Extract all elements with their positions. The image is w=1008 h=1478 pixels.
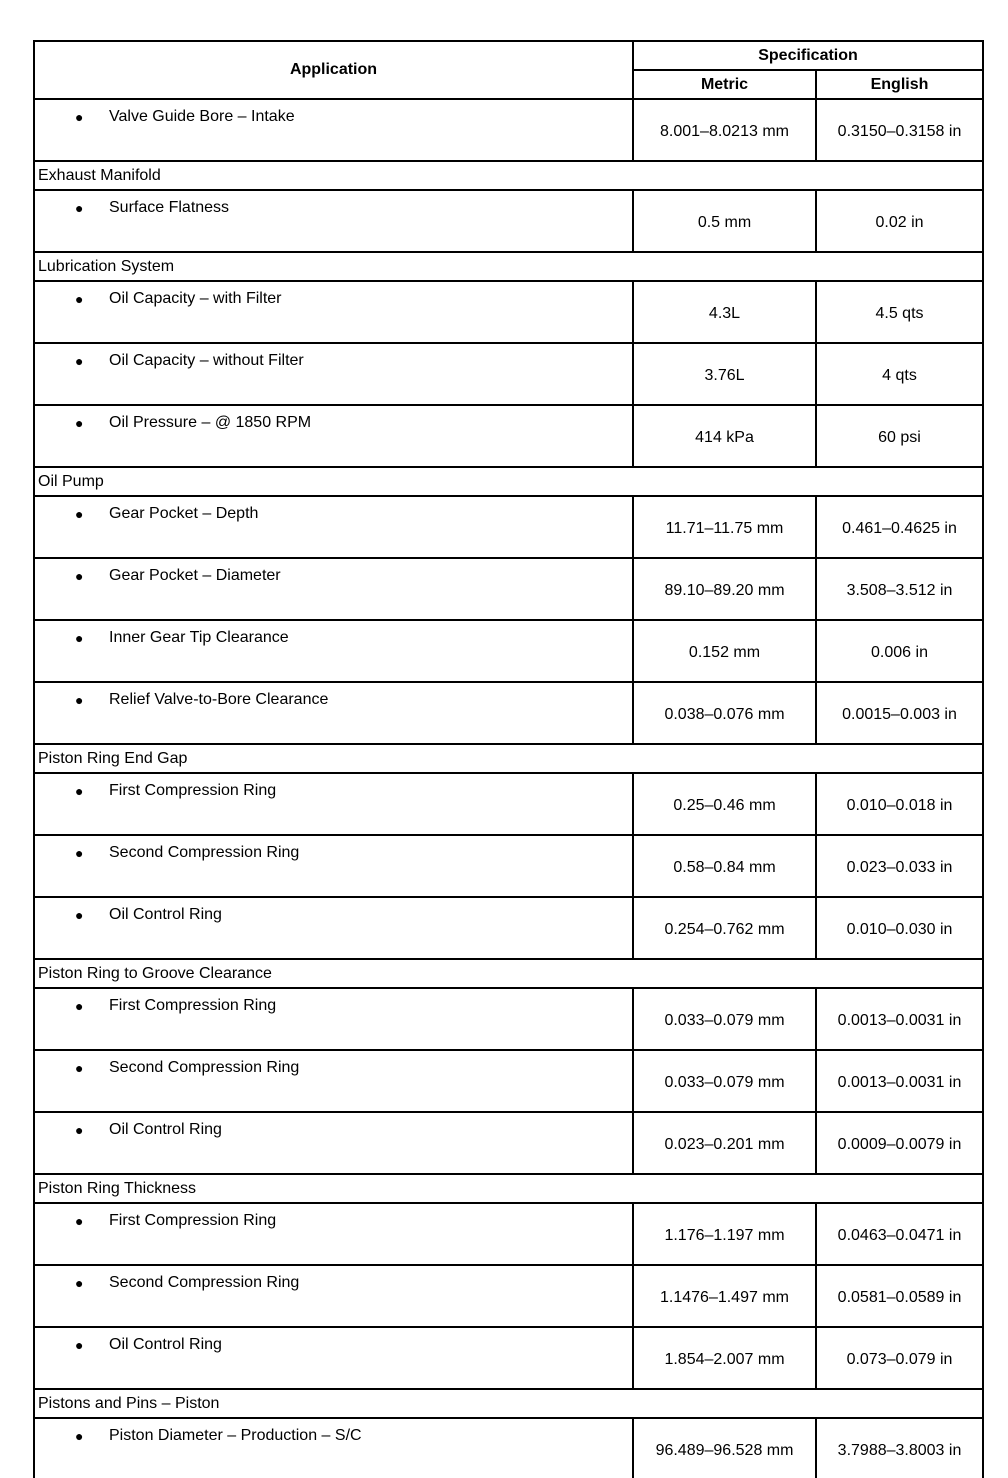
application-label: Oil Pressure – @ 1850 RPM — [109, 414, 312, 431]
application-label: Gear Pocket – Diameter — [109, 567, 281, 584]
bullet-icon: ● — [75, 1428, 84, 1444]
bullet-icon: ● — [75, 291, 84, 307]
table-row — [34, 496, 983, 558]
bullet-icon: ● — [75, 1213, 84, 1229]
table-row — [34, 1050, 983, 1112]
application-column-header: Application — [34, 41, 633, 99]
application-cell — [34, 1203, 633, 1265]
english-value: 0.3150–0.3158 in — [816, 99, 983, 161]
metric-value: 0.033–0.079 mm — [633, 1050, 816, 1112]
english-value: 0.023–0.033 in — [816, 835, 983, 897]
table-row — [34, 281, 983, 343]
bullet-icon: ● — [75, 568, 84, 584]
table-row — [34, 773, 983, 835]
metric-value: 1.1476–1.497 mm — [633, 1265, 816, 1327]
category-label: Piston Ring Thickness — [34, 1174, 983, 1203]
metric-value: 0.5 mm — [633, 190, 816, 252]
metric-value: 8.001–8.0213 mm — [633, 99, 816, 161]
application-label: Oil Control Ring — [109, 906, 222, 923]
metric-column-header: Metric — [633, 70, 816, 99]
application-cell — [34, 1327, 633, 1389]
english-value: 60 psi — [816, 405, 983, 467]
table-row — [34, 190, 983, 252]
table-row — [34, 682, 983, 744]
bullet-icon: ● — [75, 415, 84, 431]
table-row — [34, 1203, 983, 1265]
metric-value: 0.254–0.762 mm — [633, 897, 816, 959]
application-label: Oil Control Ring — [109, 1121, 222, 1138]
category-row — [34, 161, 983, 190]
application-label: Oil Control Ring — [109, 1336, 222, 1353]
application-label: Inner Gear Tip Clearance — [109, 629, 289, 646]
category-row — [34, 467, 983, 496]
application-label: Gear Pocket – Depth — [109, 505, 259, 522]
table-header — [34, 41, 983, 99]
application-label: Relief Valve-to-Bore Clearance — [109, 691, 329, 708]
application-cell — [34, 558, 633, 620]
english-value: 0.0013–0.0031 in — [816, 1050, 983, 1112]
metric-value: 1.854–2.007 mm — [633, 1327, 816, 1389]
application-cell — [34, 281, 633, 343]
specification-column-header: Specification — [633, 41, 983, 70]
english-column-header: English — [816, 70, 983, 99]
table-row — [34, 897, 983, 959]
bullet-icon: ● — [75, 1337, 84, 1353]
bullet-icon: ● — [75, 783, 84, 799]
table-row — [34, 405, 983, 467]
english-value: 0.073–0.079 in — [816, 1327, 983, 1389]
application-label: Piston Diameter – Production – S/C — [109, 1427, 362, 1444]
english-value: 3.508–3.512 in — [816, 558, 983, 620]
application-label: First Compression Ring — [109, 1212, 277, 1229]
metric-value: 3.76L — [633, 343, 816, 405]
bullet-icon: ● — [75, 998, 84, 1014]
bullet-icon: ● — [75, 845, 84, 861]
metric-value: 0.58–0.84 mm — [633, 835, 816, 897]
bullet-icon: ● — [75, 109, 84, 125]
english-value: 0.0009–0.0079 in — [816, 1112, 983, 1174]
metric-value: 89.10–89.20 mm — [633, 558, 816, 620]
metric-value: 0.023–0.201 mm — [633, 1112, 816, 1174]
bullet-icon: ● — [75, 506, 84, 522]
category-label: Lubrication System — [34, 252, 983, 281]
metric-value: 414 kPa — [633, 405, 816, 467]
application-cell — [34, 1050, 633, 1112]
category-label: Pistons and Pins – Piston — [34, 1389, 983, 1418]
category-label: Exhaust Manifold — [34, 161, 983, 190]
application-cell — [34, 190, 633, 252]
category-row — [34, 1174, 983, 1203]
table-row — [34, 99, 983, 161]
category-row — [34, 1389, 983, 1418]
category-label: Piston Ring End Gap — [34, 744, 983, 773]
english-value: 0.02 in — [816, 190, 983, 252]
english-value: 0.006 in — [816, 620, 983, 682]
bullet-icon: ● — [75, 353, 84, 369]
application-label: Second Compression Ring — [109, 1059, 300, 1076]
application-label: Second Compression Ring — [109, 1274, 300, 1291]
header-row-top — [34, 41, 983, 70]
metric-value: 0.038–0.076 mm — [633, 682, 816, 744]
table-row — [34, 835, 983, 897]
bullet-icon: ● — [75, 630, 84, 646]
application-cell — [34, 682, 633, 744]
english-value: 0.0463–0.0471 in — [816, 1203, 983, 1265]
table-row — [34, 1418, 983, 1478]
table-body — [34, 99, 983, 1478]
application-label: First Compression Ring — [109, 997, 277, 1014]
english-value: 4 qts — [816, 343, 983, 405]
metric-value: 11.71–11.75 mm — [633, 496, 816, 558]
category-label: Piston Ring to Groove Clearance — [34, 959, 983, 988]
english-value: 0.461–0.4625 in — [816, 496, 983, 558]
category-row — [34, 744, 983, 773]
application-label: Oil Capacity – without Filter — [109, 352, 304, 369]
application-cell — [34, 1265, 633, 1327]
application-cell — [34, 988, 633, 1050]
application-cell — [34, 496, 633, 558]
metric-value: 1.176–1.197 mm — [633, 1203, 816, 1265]
application-label: First Compression Ring — [109, 782, 277, 799]
application-label: Surface Flatness — [109, 199, 230, 216]
bullet-icon: ● — [75, 200, 84, 216]
table-row — [34, 988, 983, 1050]
application-label: Oil Capacity – with Filter — [109, 290, 282, 307]
specification-table — [33, 40, 984, 1478]
metric-value: 0.25–0.46 mm — [633, 773, 816, 835]
application-cell — [34, 773, 633, 835]
application-cell — [34, 343, 633, 405]
application-cell — [34, 1418, 633, 1478]
bullet-icon: ● — [75, 1122, 84, 1138]
category-label: Oil Pump — [34, 467, 983, 496]
table-row — [34, 1327, 983, 1389]
application-cell — [34, 1112, 633, 1174]
english-value: 3.7988–3.8003 in — [816, 1418, 983, 1478]
english-value: 4.5 qts — [816, 281, 983, 343]
application-cell — [34, 620, 633, 682]
category-row — [34, 252, 983, 281]
table-row — [34, 1265, 983, 1327]
bullet-icon: ● — [75, 1060, 84, 1076]
table-row — [34, 558, 983, 620]
application-cell — [34, 405, 633, 467]
metric-value: 0.152 mm — [633, 620, 816, 682]
english-value: 0.010–0.030 in — [816, 897, 983, 959]
table-row — [34, 620, 983, 682]
application-label: Second Compression Ring — [109, 844, 300, 861]
table-row — [34, 1112, 983, 1174]
application-label: Valve Guide Bore – Intake — [109, 108, 295, 125]
metric-value: 96.489–96.528 mm — [633, 1418, 816, 1478]
english-value: 0.0581–0.0589 in — [816, 1265, 983, 1327]
application-cell — [34, 99, 633, 161]
metric-value: 4.3L — [633, 281, 816, 343]
bullet-icon: ● — [75, 692, 84, 708]
english-value: 0.0015–0.003 in — [816, 682, 983, 744]
table-row — [34, 343, 983, 405]
bullet-icon: ● — [75, 907, 84, 923]
application-cell — [34, 835, 633, 897]
category-row — [34, 959, 983, 988]
metric-value: 0.033–0.079 mm — [633, 988, 816, 1050]
english-value: 0.010–0.018 in — [816, 773, 983, 835]
bullet-icon: ● — [75, 1275, 84, 1291]
english-value: 0.0013–0.0031 in — [816, 988, 983, 1050]
application-cell — [34, 897, 633, 959]
